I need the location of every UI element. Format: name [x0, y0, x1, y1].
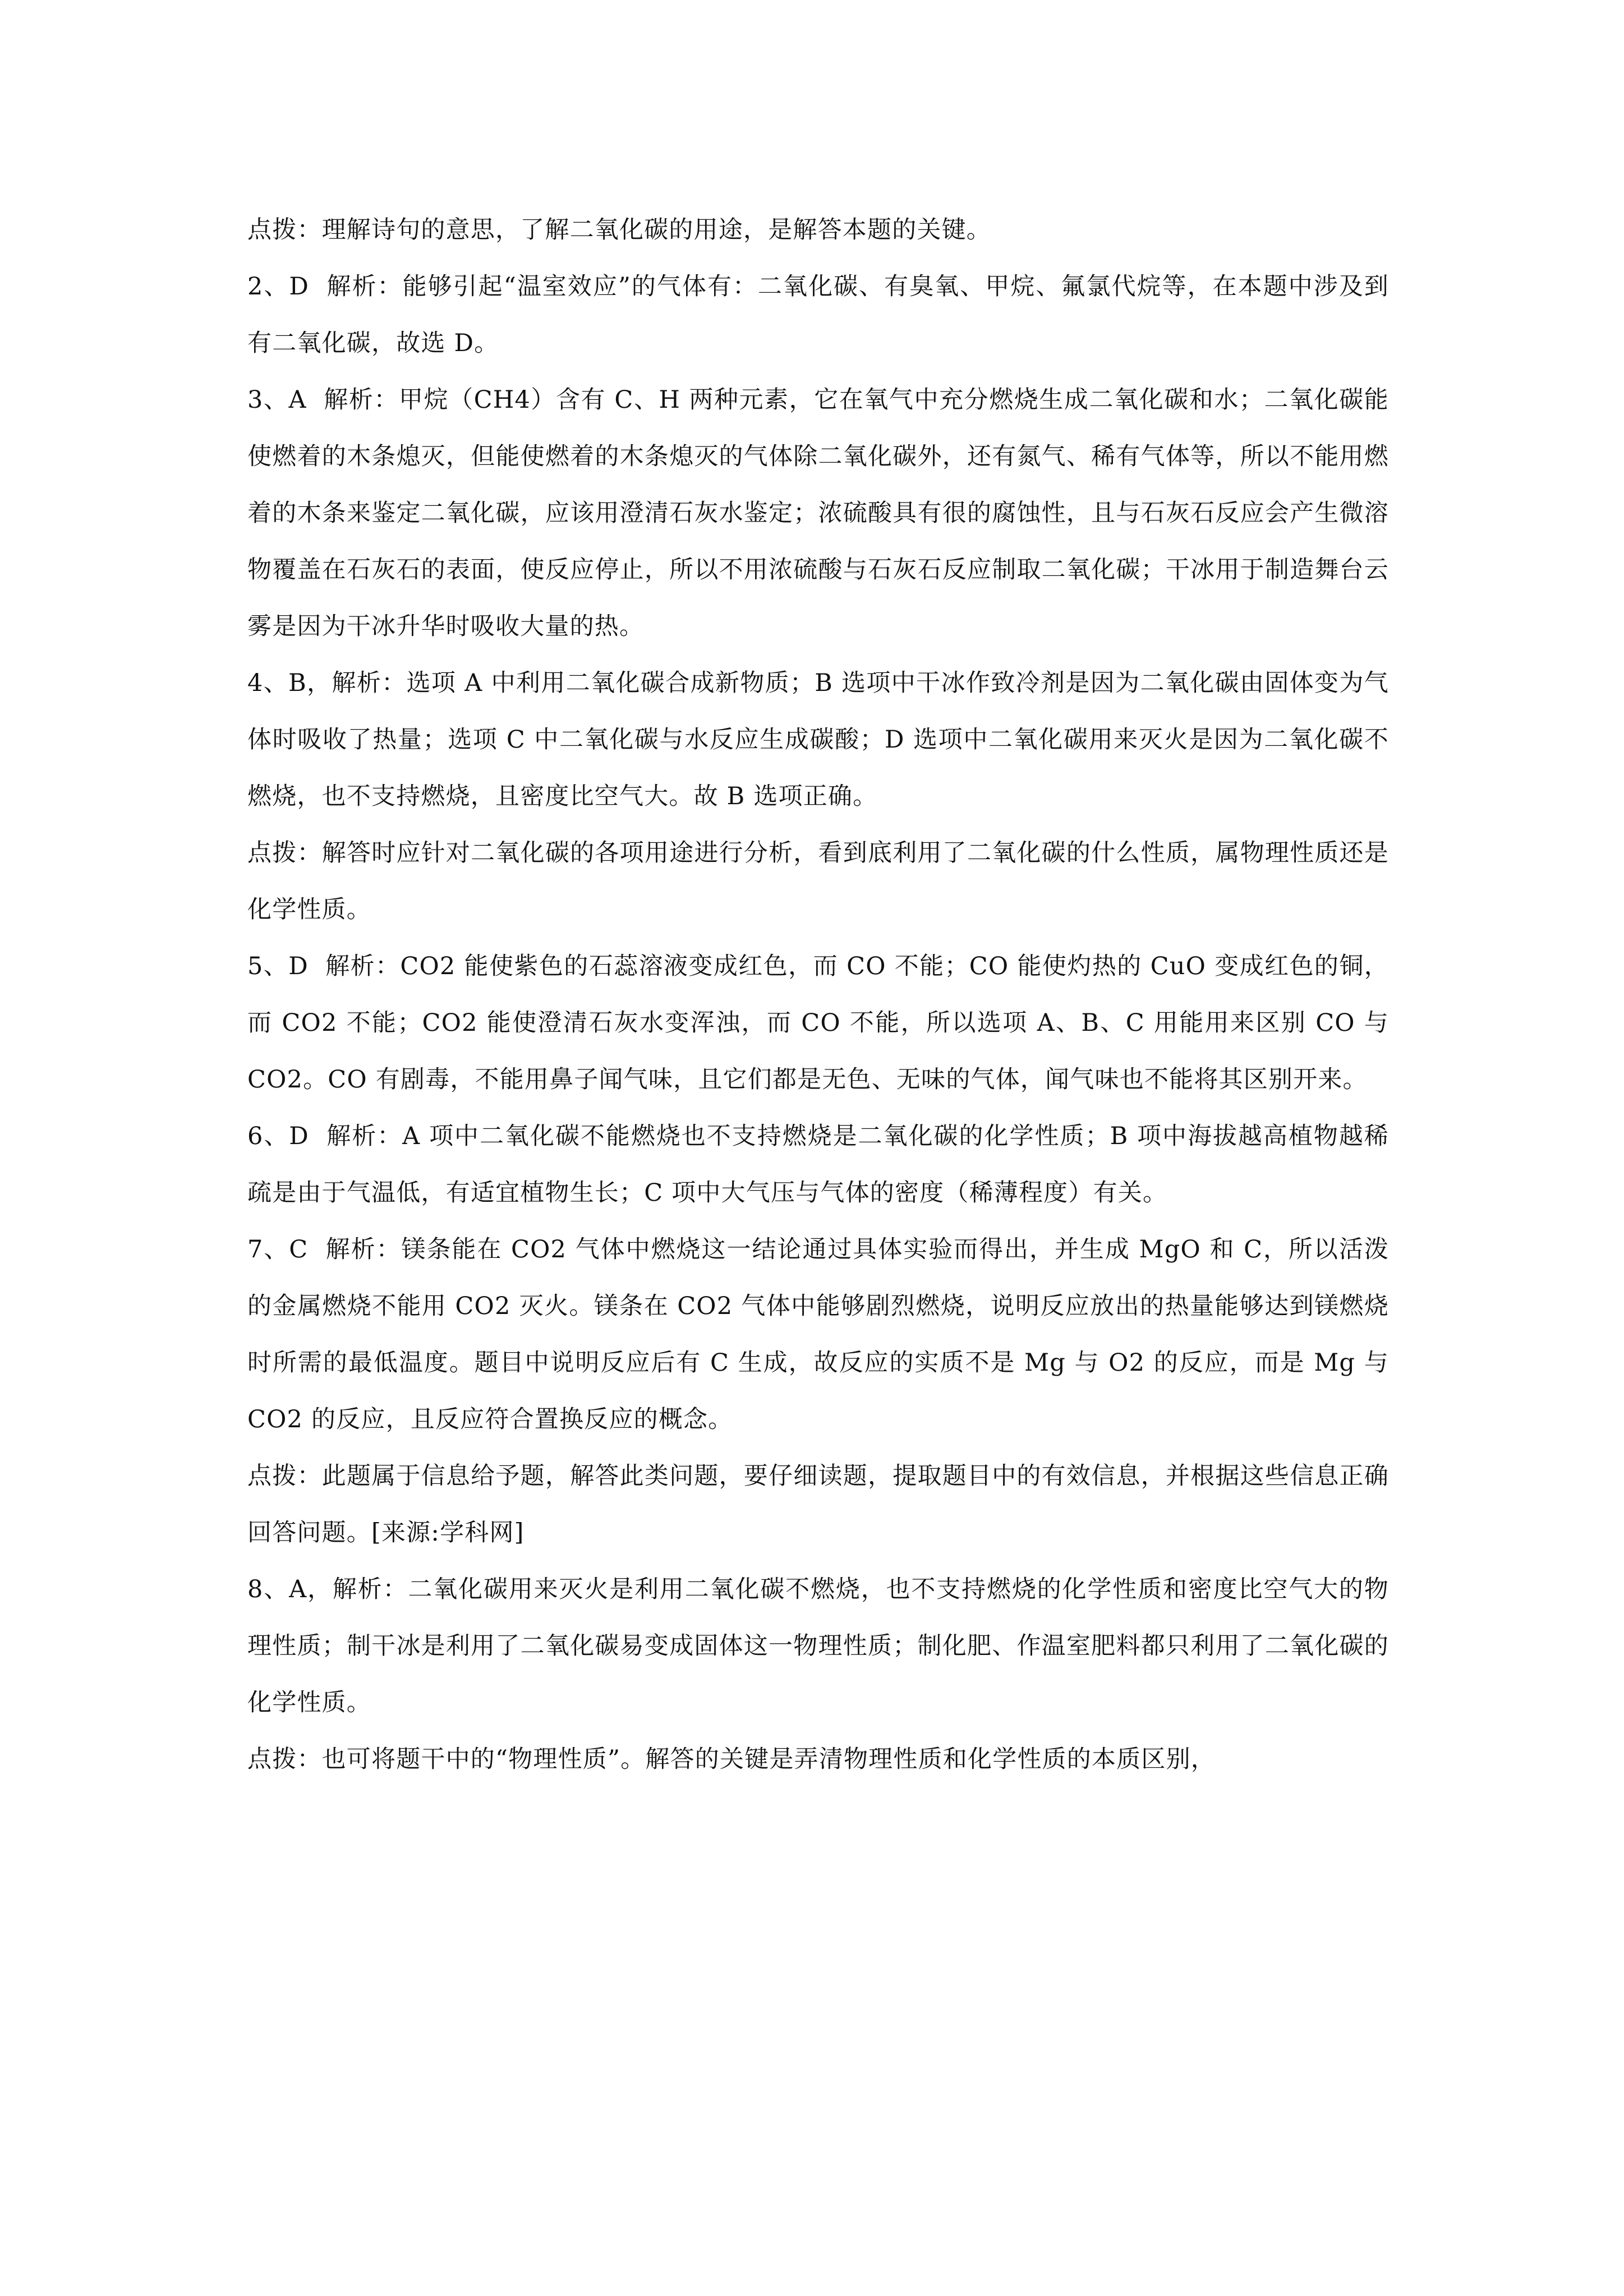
paragraph-answer-3: 3、A 解析：甲烷（CH4）含有 C、H 两种元素，它在氧气中充分燃烧生成二氧化碳和水；二氧化碳能使燃着的木条熄灭，但能使燃着的木条熄灭的气体除二氧化碳外，还有氮气、稀有气体等，所以不能用燃着的木条来鉴定二氧化碳，应该用澄清石灰水鉴定；浓硫酸具有很的腐蚀性，且与石灰石反应会产生微溶物覆盖在石灰石的表面，使反应停止，所以不用浓硫酸与石灰石反应制取二氧化碳；干冰用于制造舞台云雾是因为干冰升华时吸收大量的热。	[247, 386, 1389, 640]
paragraph-tip-4: 点拨：解答时应针对二氧化碳的各项用途进行分析，看到底利用了二氧化碳的什么性质，属物理性质还是化学性质。	[247, 839, 1389, 924]
paragraph-answer-6: 6、D 解析：A 项中二氧化碳不能燃烧也不支持燃烧是二氧化碳的化学性质；B 项中海拔越高植物越稀疏是由于气温低，有适宜植物生长；C 项中大气压与气体的密度（稀薄程度）有关。	[247, 1122, 1389, 1207]
paragraph-answer-7: 7、C 解析：镁条能在 CO2 气体中燃烧这一结论通过具体实验而得出，并生成 MgO 和 C，所以活泼的金属燃烧不能用 CO2 灭火。镁条在 CO2 气体中能够剧烈燃烧，说明反应放出的热量能够达到镁燃烧时所需的最低温度。题目中说明反应后有 C 生成，故反应的实质不是 Mg 与 O2 的反应，而是 Mg 与 CO2 的反应，且反应符合置换反应的概念。	[247, 1235, 1397, 1433]
paragraph-tip-1: 点拨：理解诗句的意思，了解二氧化碳的用途，是解答本题的关键。	[247, 216, 991, 244]
paragraph-answer-5: 5、D 解析：CO2 能使紫色的石蕊溶液变成红色，而 CO 不能；CO 能使灼热的 CuO 变成红色的铜，而 CO2 不能；CO2 能使澄清石灰水变浑浊，而 CO 不能，所以选项 A、B、C 用能用来区别 CO 与 CO2。CO 有剧毒，不能用鼻子闻气味，且它们都是无色、无味的气体，闻气味也不能将其区别开来。	[247, 952, 1397, 1094]
paragraph-tip-8: 点拨：也可将题干中的“物理性质”。解答的关键是弄清物理性质和化学性质的本质区别，	[247, 1745, 1216, 1773]
document-page	[247, 202, 1397, 1788]
paragraph-answer-8: 8、A，解析：二氧化碳用来灭火是利用二氧化碳不燃烧，也不支持燃烧的化学性质和密度比空气大的物理性质；制干冰是利用了二氧化碳易变成固体这一物理性质；制化肥、作温室肥料都只利用了二氧化碳的化学性质。	[247, 1575, 1389, 1717]
paragraph-answer-2: 2、D 解析：能够引起“温室效应”的气体有：二氧化碳、有臭氧、甲烷、氟氯代烷等，在本题中涉及到有二氧化碳，故选 D。	[247, 273, 1389, 357]
paragraph-answer-4: 4、B，解析：选项 A 中利用二氧化碳合成新物质；B 选项中干冰作致冷剂是因为二氧化碳由固体变为气体时吸收了热量；选项 C 中二氧化碳与水反应生成碳酸；D 选项中二氧化碳用来灭火是因为二氧化碳不燃烧，也不支持燃烧，且密度比空气大。故 B 选项正确。	[247, 669, 1389, 810]
paragraph-tip-7: 点拨：此题属于信息给予题，解答此类问题，要仔细读题，提取题目中的有效信息，并根据这些信息正确回答问题。[来源:学科网]	[247, 1462, 1389, 1547]
